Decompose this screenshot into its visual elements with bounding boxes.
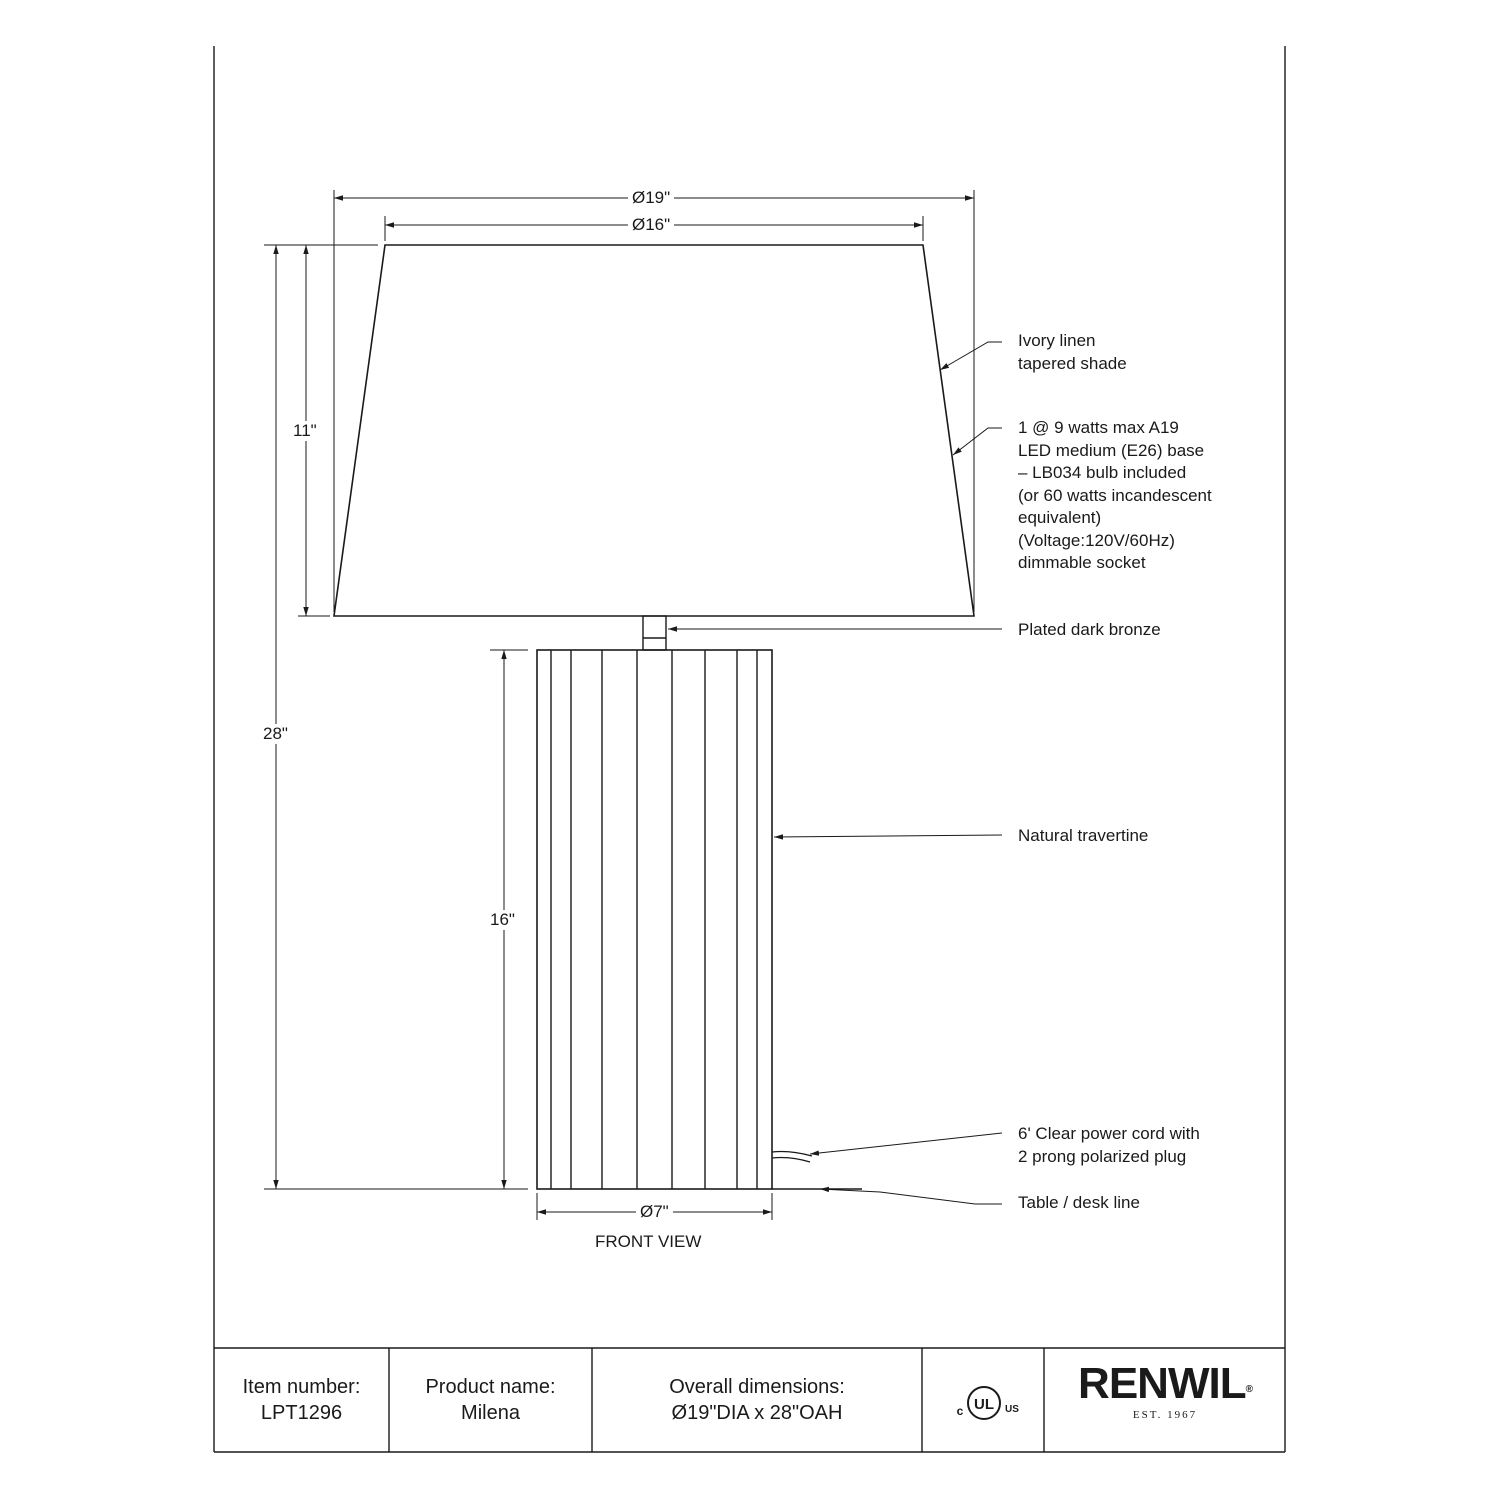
overall-dimensions-value: Ø19"DIA x 28"OAH [671, 1402, 843, 1424]
callout-finish: Plated dark bronze [1018, 620, 1161, 639]
cert-us-text: US [1005, 1404, 1019, 1415]
cert-c-text: c [956, 1404, 964, 1418]
leader-table [820, 1189, 1002, 1204]
brand-name-wrap [1046, 1360, 1284, 1408]
item-number-value: LPT1296 [260, 1402, 343, 1424]
dim-overall-width: Ø19" [628, 188, 674, 208]
power-cord [772, 1152, 812, 1163]
callout-cord: 6' Clear power cord with 2 prong polarized plug [1018, 1124, 1200, 1166]
ul-certification-icon [957, 1387, 1020, 1419]
callout-bulb: 1 @ 9 watts max A19 LED medium (E26) base – LB034 bulb included (or 60 watts incandescent equivalent) (Voltage:120V/60Hz) dimmable socket [1018, 418, 1212, 572]
cert-ul-text: UL [974, 1396, 994, 1413]
item-number-label: Item number: [242, 1376, 361, 1398]
registered-mark: ® [1245, 1384, 1252, 1395]
dim-shade-height: 11" [289, 421, 321, 441]
overall-dimensions-label: Overall dimensions: [669, 1376, 845, 1398]
overall-dimensions-cell [592, 1348, 922, 1452]
product-name-cell [389, 1348, 592, 1452]
dim-overall-height: 28" [259, 724, 292, 744]
dim-base-width: Ø7" [636, 1202, 673, 1222]
dim-shade-top: Ø16" [628, 215, 674, 235]
product-name-value: Milena [461, 1402, 520, 1424]
item-number-cell [214, 1348, 389, 1452]
callout-table: Table / desk line [1018, 1193, 1140, 1212]
leader-bulb [953, 428, 1002, 455]
brand-name: RENWIL [1078, 1359, 1246, 1408]
callout-body: Natural travertine [1018, 826, 1149, 845]
leader-cord [810, 1133, 1002, 1154]
callout-shade: Ivory linen tapered shade [1018, 331, 1127, 373]
socket-neck [643, 616, 666, 650]
view-label: FRONT VIEW [595, 1232, 702, 1251]
brand-established: EST. 1967 [1132, 1409, 1198, 1421]
brand-logo [1046, 1360, 1284, 1422]
leader-body [774, 835, 1002, 837]
lampshade-outline [334, 245, 974, 616]
product-name-label: Product name: [425, 1376, 556, 1398]
leader-shade [940, 342, 1002, 370]
dim-base-height: 16" [486, 910, 519, 930]
